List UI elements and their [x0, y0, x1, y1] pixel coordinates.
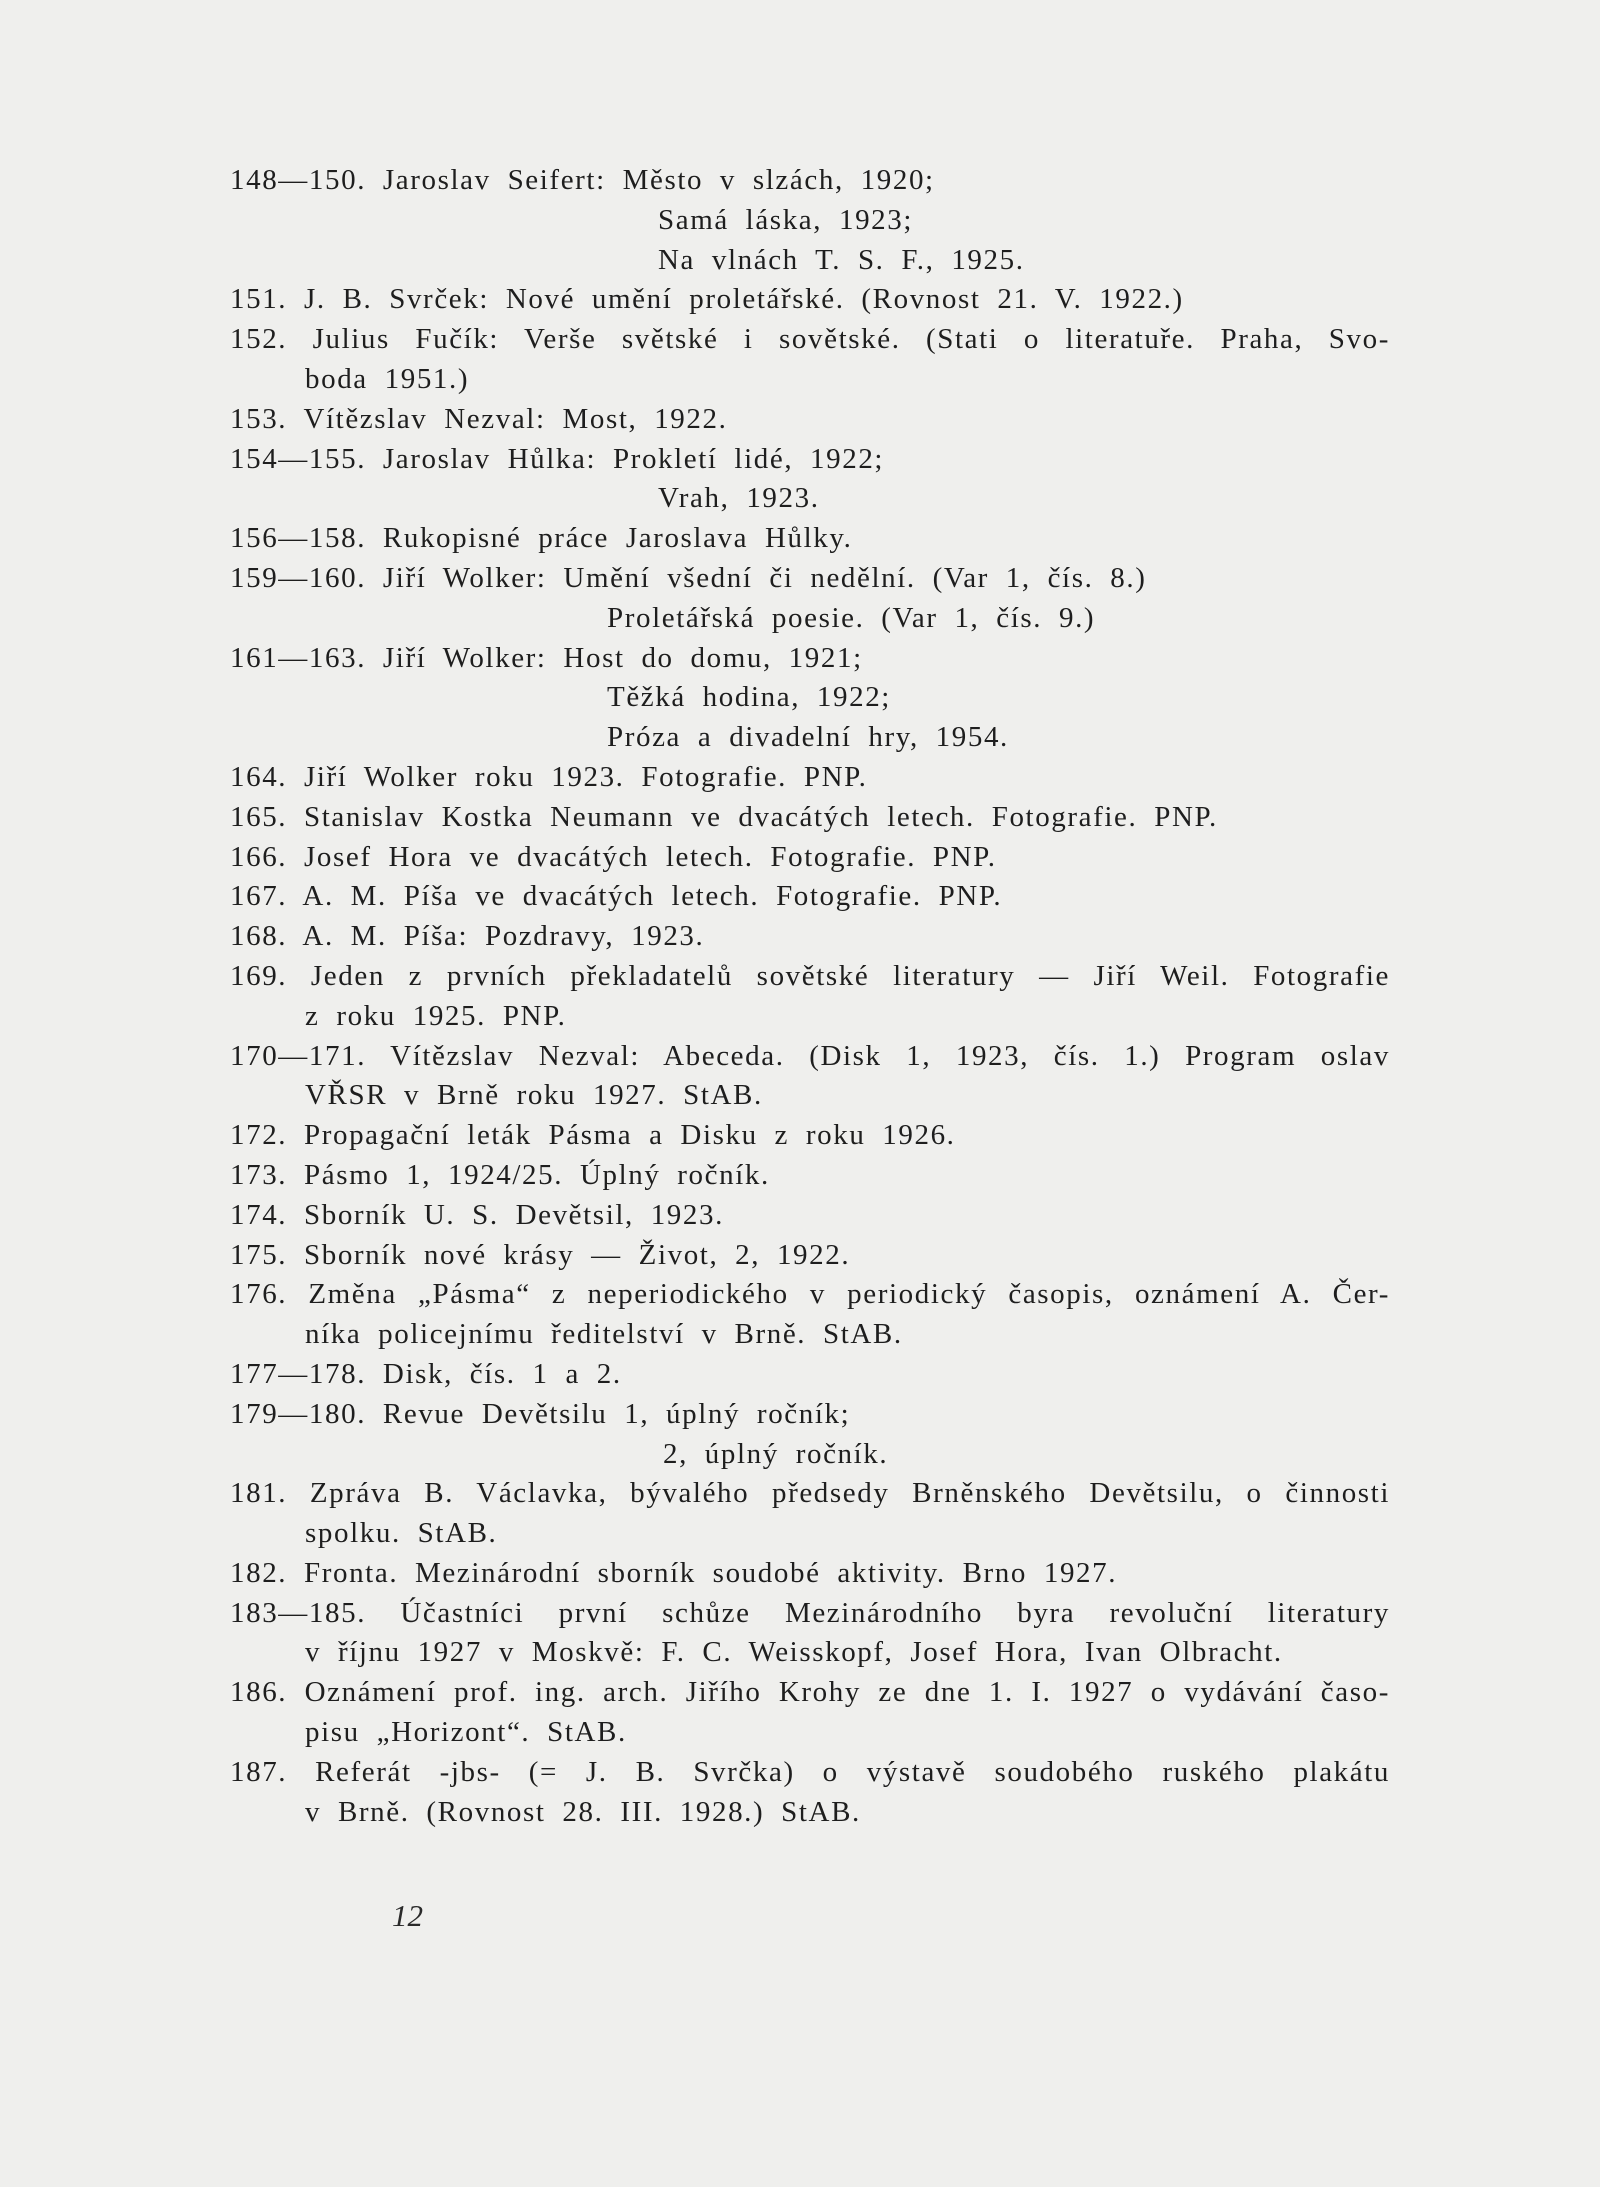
catalogue-entry: [230, 1594, 1390, 1674]
entry-line: 148—150. Jaroslav Seifert: Město v slzách, 1920;: [230, 164, 935, 196]
entry-line: 159—160. Jiří Wolker: Umění všední či nedělní. (Var 1, čís. 8.): [230, 561, 1147, 594]
catalogue-entry: [230, 798, 1390, 838]
entry-line: 183—185. Účastníci první schůze Mezinárodního byra revoluční literatury: [230, 1596, 1390, 1629]
catalogue-entry: [230, 917, 1390, 957]
catalogue-entry: [230, 1156, 1390, 1196]
entry-continuation-line: Proletářská poesie. (Var 1, čís. 9.): [607, 601, 1096, 634]
entry-line: 177—178. Disk, čís. 1 a 2.: [230, 1357, 622, 1390]
entry-continuation-line: 2, úplný ročník.: [663, 1437, 889, 1470]
catalogue-entry: [230, 161, 1390, 280]
catalogue-entry: [230, 559, 1390, 639]
entry-line: 186. Oznámení prof. ing. arch. Jiřího Krohy ze dne 1. I. 1927 o vydávání časo-: [230, 1676, 1390, 1709]
entry-line: 173. Pásmo 1, 1924/25. Úplný ročník.: [230, 1158, 770, 1191]
entry-line: 166. Josef Hora ve dvacátých letech. Fotografie. PNP.: [230, 840, 997, 873]
entry-line: 152. Julius Fučík: Verše světské i sovětské. (Stati o literatuře. Praha, Svo-: [230, 323, 1390, 356]
catalogue-entry: [230, 1236, 1390, 1276]
catalogue-entry: [230, 1116, 1390, 1156]
catalogue-entry: [230, 1196, 1390, 1236]
entry-line: 154—155. Jaroslav Hůlka: Prokletí lidé, 1922;: [230, 442, 885, 475]
entry-line: 164. Jiří Wolker roku 1923. Fotografie. PNP.: [230, 760, 868, 793]
entry-line: 153. Vítězslav Nezval: Most, 1922.: [230, 402, 728, 435]
entry-line: 165. Stanislav Kostka Neumann ve dvacátých letech. Fotografie. PNP.: [230, 800, 1218, 833]
catalogue-entry: [230, 1037, 1390, 1117]
entry-continuation-line: Těžká hodina, 1922;: [607, 681, 891, 714]
entry-line: 182. Fronta. Mezinárodní sborník soudobé aktivity. Brno 1927.: [230, 1556, 1118, 1589]
entry-continuation-line: Próza a divadelní hry, 1954.: [607, 721, 1009, 754]
entry-line: 169. Jeden z prvních překladatelů sovětské literatury — Jiří Weil. Fotografie: [230, 959, 1390, 992]
entry-line: 176. Změna „Pásma“ z neperiodického v periodický časopis, oznámení A. Čer-: [230, 1278, 1390, 1311]
entry-line: 187. Referát -jbs- (= J. B. Svrčka) o výstavě soudobého ruského plakátu: [230, 1755, 1390, 1788]
entry-line: 179—180. Revue Devětsilu 1, úplný ročník;: [230, 1397, 851, 1430]
catalogue-entry: [230, 400, 1390, 440]
entry-continuation-line: pisu „Horizont“. StAB.: [305, 1716, 627, 1749]
catalogue-entry: [230, 1275, 1390, 1355]
entry-line: 172. Propagační leták Pásma a Disku z roku 1926.: [230, 1119, 956, 1152]
entry-continuation-line: v Brně. (Rovnost 28. III. 1928.) StAB.: [305, 1795, 861, 1828]
entry-continuation-line: boda 1951.): [305, 362, 470, 395]
entry-continuation-line: Na vlnách T. S. F., 1925.: [658, 243, 1025, 276]
page-number: 12: [392, 1898, 423, 1933]
catalogue-entry: [230, 1753, 1390, 1833]
catalogue-entry: [230, 1554, 1390, 1594]
catalogue-entry: [230, 320, 1390, 400]
entry-continuation-line: VŘSR v Brně roku 1927. StAB.: [305, 1079, 763, 1112]
entry-continuation-line: z roku 1925. PNP.: [305, 999, 567, 1032]
entry-continuation-line: níka policejnímu ředitelství v Brně. StAB.: [305, 1318, 903, 1351]
entry-continuation-line: Vrah, 1923.: [658, 482, 820, 515]
entry-line: 170—171. Vítězslav Nezval: Abeceda. (Disk 1, 1923, čís. 1.) Program oslav: [230, 1039, 1390, 1072]
entry-line: 167. A. M. Píša ve dvacátých letech. Fotografie. PNP.: [230, 880, 1003, 913]
catalogue-entry: [230, 519, 1390, 559]
entry-line: 151. J. B. Svrček: Nové umění proletářské. (Rovnost 21. V. 1922.): [230, 283, 1184, 316]
entry-line: 175. Sborník nové krásy — Život, 2, 1922.: [230, 1238, 851, 1271]
entry-line: 156—158. Rukopisné práce Jaroslava Hůlky.: [230, 522, 853, 555]
catalogue-entry: [230, 1474, 1390, 1554]
catalogue-entry: [230, 758, 1390, 798]
entry-line: 161—163. Jiří Wolker: Host do domu, 1921;: [230, 641, 863, 674]
entry-line: 168. A. M. Píša: Pozdravy, 1923.: [230, 920, 705, 953]
catalogue-entry: [230, 877, 1390, 917]
catalogue-entry: [230, 1355, 1390, 1395]
catalogue-list: [230, 161, 1390, 1832]
catalogue-entry: [230, 440, 1390, 520]
entry-continuation-line: spolku. StAB.: [305, 1517, 498, 1550]
catalogue-entry: [230, 639, 1390, 758]
catalogue-entry: [230, 1395, 1390, 1475]
entry-line: 174. Sborník U. S. Devětsil, 1923.: [230, 1198, 724, 1231]
entry-continuation-line: v říjnu 1927 v Moskvě: F. C. Weisskopf, Josef Hora, Ivan Olbracht.: [305, 1636, 1283, 1669]
catalogue-entry: [230, 838, 1390, 878]
entry-continuation-line: Samá láska, 1923;: [658, 203, 914, 236]
entry-line: 181. Zpráva B. Václavka, bývalého předsedy Brněnského Devětsilu, o činnosti: [230, 1477, 1390, 1510]
catalogue-entry: [230, 1673, 1390, 1753]
catalogue-entry: [230, 957, 1390, 1037]
catalogue-entry: [230, 280, 1390, 320]
